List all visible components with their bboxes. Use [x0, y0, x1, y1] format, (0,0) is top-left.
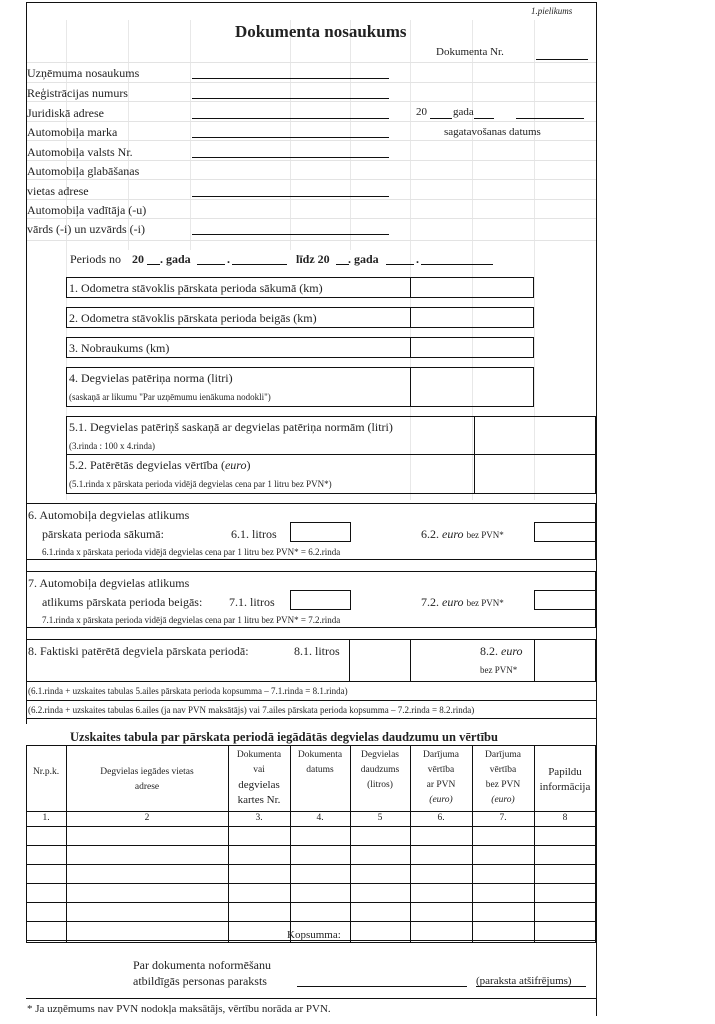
period-gada-2: . gada — [348, 252, 379, 266]
row-52-label: 5.2. Patērētās degvielas vērtība (euro) — [69, 458, 251, 472]
row-1-label-box — [66, 277, 411, 298]
section-6-line-2: pārskata perioda sākumā: — [42, 527, 164, 541]
row-51-value-field[interactable] — [474, 416, 596, 455]
section-8-euro-label: 8.2. euro — [480, 644, 523, 658]
doc-number-label: Dokumenta Nr. — [436, 46, 504, 58]
table-header-text: vai — [253, 765, 265, 775]
table-col-number: 5 — [377, 813, 383, 823]
table-header-col-7 — [472, 748, 534, 808]
period-to-day-field[interactable] — [386, 264, 414, 265]
table-row[interactable] — [26, 845, 596, 864]
table-header-text: Degvielas iegādes vietas — [100, 767, 194, 777]
driver-label-2: vārds (-i) un uzvārds (-i) — [27, 222, 145, 236]
table-header-text: Darījuma — [485, 750, 521, 760]
date-year-field[interactable] — [430, 118, 452, 119]
table-header-col-2 — [66, 748, 228, 795]
section-7-litros-field[interactable] — [290, 590, 351, 610]
table-header-text: vērtība — [427, 765, 455, 775]
table-header-text: ar PVN — [426, 780, 456, 790]
section-6-euro-label: 6.2. euro bez PVN* — [421, 527, 504, 541]
table-col-number: 1. — [42, 813, 50, 823]
section-7-euro-label: 7.2. euro bez PVN* — [421, 595, 504, 609]
reg-number-label: Reģistrācijas numurs — [27, 86, 128, 100]
company-name-field[interactable] — [192, 78, 389, 79]
section-8-bez-label: bez PVN* — [480, 665, 518, 675]
row-52-note: (5.1.rinda x pārskata perioda vidējā degvielas cena par 1 litru bez PVN*) — [69, 479, 332, 489]
row-4-note: (saskaņā ar likumu "Par uzņēmumu ienākuma nodokli") — [69, 392, 271, 402]
car-brand-label: Automobiļa marka — [27, 125, 118, 139]
table-header-text: Degvielas — [361, 750, 399, 760]
section-6-litros-label: 6.1. litros — [231, 527, 277, 541]
row-2-label-box — [66, 307, 411, 328]
section-7-line-1: 7. Automobiļa degvielas atlikums — [28, 576, 190, 590]
footnote: * Ja uzņēmums nav PVN nodokļa maksātājs, vērtību norāda ar PVN. — [27, 1003, 331, 1015]
period-from-year: 20 — [132, 252, 144, 266]
section-6-euro-field[interactable] — [534, 522, 596, 542]
table-header-text: Darījuma — [423, 750, 459, 760]
section-7-euro-field[interactable] — [534, 590, 596, 610]
date-day-field[interactable] — [474, 118, 494, 119]
page-title: Dokumenta nosaukums — [235, 22, 407, 41]
row-4-label: 4. Degvielas patēriņa norma (litri) — [69, 371, 233, 385]
period-dot-1: . — [227, 252, 230, 266]
signature-field[interactable] — [297, 986, 467, 987]
period-gada-1: . gada — [160, 252, 191, 266]
doc-number-field[interactable] — [536, 59, 588, 60]
section-8-litros-label: 8.1. litros — [294, 644, 340, 658]
section-6-line-1: 6. Automobiļa degvielas atlikums — [28, 508, 190, 522]
car-plate-label: Automobiļa valsts Nr. — [27, 145, 133, 159]
table-row[interactable] — [26, 826, 596, 845]
driver-label-1: Automobiļa vadītāja (-u) — [27, 203, 147, 217]
table-col-number: 4. — [316, 813, 324, 823]
table-total-row[interactable] — [350, 924, 596, 943]
signature-line-2: atbildīgās personas paraksts — [133, 974, 267, 988]
table-header-text: datums — [306, 765, 334, 775]
total-label: Kopsumma: — [287, 929, 341, 941]
table-col-number: 6. — [437, 813, 445, 823]
table-row[interactable] — [26, 864, 596, 883]
table-header-col-3 — [228, 748, 290, 808]
reg-number-field[interactable] — [192, 98, 389, 99]
car-plate-field[interactable] — [192, 157, 389, 158]
table-header-col-4 — [290, 748, 350, 778]
section-7-litros-label: 7.1. litros — [229, 595, 275, 609]
storage-label-2: vietas adrese — [27, 184, 89, 198]
row-51-label-box — [66, 416, 475, 455]
storage-address-field[interactable] — [192, 196, 389, 197]
table-header-text: daudzums — [360, 765, 400, 775]
signature-line-1: Par dokumenta noformēšanu — [133, 958, 271, 972]
table-header-col-6 — [410, 748, 472, 808]
section-7-line-2: atlikums pārskata perioda beigās: — [42, 595, 203, 609]
date-month-field[interactable] — [516, 118, 584, 119]
row-52-value-field[interactable] — [474, 454, 596, 494]
company-name-label: Uzņēmuma nosaukums — [27, 66, 140, 80]
legal-address-label: Juridiskā adrese — [27, 106, 104, 120]
table-header-text: Dokumenta — [236, 750, 282, 760]
section-8-litros-field[interactable] — [349, 639, 411, 682]
period-to-label: līdz 20 — [296, 252, 330, 266]
period-to-month-field[interactable] — [421, 264, 493, 265]
table-header-text: bez PVN — [485, 780, 521, 790]
row-4-value-field[interactable] — [410, 367, 534, 407]
row-3-value-field[interactable] — [410, 337, 534, 358]
table-header-text: adrese — [134, 782, 160, 792]
table-header-text: Papildu — [548, 766, 582, 778]
row-2-value-field[interactable] — [410, 307, 534, 328]
section-6-note: 6.1.rinda x pārskata perioda vidējā degvielas cena par 1 litru bez PVN* = 6.2.rinda — [42, 547, 341, 557]
row-51-note: (3.rinda : 100 x 4.rinda) — [69, 441, 155, 451]
table-header-col-1 — [26, 748, 66, 780]
table-header-text: vērtība — [489, 765, 517, 775]
table-header-text: Dokumenta — [297, 750, 343, 760]
period-dot-2: . — [416, 252, 419, 266]
date-year-suffix: gada — [453, 106, 474, 118]
row-1-value-field[interactable] — [410, 277, 534, 298]
table-col-number: 3. — [255, 813, 263, 823]
row-2-label: 2. Odometra stāvoklis pārskata perioda beigās (km) — [69, 311, 317, 325]
frame-right-line — [596, 2, 597, 1016]
driver-name-field[interactable] — [192, 234, 389, 235]
table-header-text: Nr.p.k. — [32, 767, 60, 777]
row-4-label-box — [66, 367, 411, 407]
table-header-text: kartes Nr. — [237, 794, 281, 806]
period-from-month-field[interactable] — [232, 264, 287, 265]
legal-address-field[interactable] — [192, 118, 389, 119]
row-52-label-box — [66, 454, 475, 494]
row-3-label: 3. Nobraukums (km) — [69, 341, 170, 355]
table-row[interactable] — [26, 902, 596, 921]
table-header-text: informācija — [539, 781, 591, 793]
row-3-label-box — [66, 337, 411, 358]
table-header-text: (euro) — [429, 795, 453, 805]
section-8-euro-field[interactable] — [534, 639, 596, 682]
table-header-text: degvielas — [238, 779, 280, 791]
table-row[interactable] — [26, 883, 596, 902]
period-from-year-field[interactable] — [147, 264, 160, 265]
date-caption: sagatavošanas datums — [444, 126, 541, 138]
period-from-day-field[interactable] — [197, 264, 225, 265]
annex-label: 1.pielikums — [531, 6, 573, 16]
table-title: Uzskaites tabula par pārskata periodā iegādātās degvielas daudzumu un vērtību — [70, 730, 498, 744]
section-8-line-1: 8. Faktiski patērētā degviela pārskata periodā: — [28, 644, 249, 658]
section-7-note: 7.1.rinda x pārskata perioda vidējā degvielas cena par 1 litru bez PVN* = 7.2.rinda — [42, 615, 341, 625]
table-col-number: 8 — [562, 813, 568, 823]
date-year-prefix: 20 — [416, 106, 427, 118]
row-1-label: 1. Odometra stāvoklis pārskata perioda sākumā (km) — [69, 281, 323, 295]
storage-label-1: Automobiļa glabāšanas — [27, 164, 140, 178]
table-header-text: (euro) — [491, 795, 515, 805]
car-brand-field[interactable] — [192, 137, 389, 138]
section-8-note-1: (6.1.rinda + uzskaites tabulas 5.ailes pārskata perioda kopsumma – 7.1.rinda = 8.1.rinda) — [28, 686, 348, 696]
table-header-col-5 — [350, 748, 410, 793]
table-col-number: 7. — [499, 813, 507, 823]
section-8-note-2: (6.2.rinda + uzskaites tabulas 6.ailes (ja nav PVN maksātājs) vai 7.ailes pārskata perioda kopsumma – 7.2.rinda = 8.2.rinda) — [28, 705, 475, 715]
table-header-text: (litros) — [367, 780, 393, 790]
period-label: Periods no — [70, 252, 121, 266]
row-51-label: 5.1. Degvielas patēriņš saskaņā ar degvielas patēriņa normām (litri) — [69, 420, 393, 434]
table-col-number: 2 — [144, 813, 150, 823]
table-header-col-8 — [534, 748, 596, 795]
signature-decode-label: (paraksta atšifrējums) — [476, 975, 572, 987]
section-6-litros-field[interactable] — [290, 522, 351, 542]
